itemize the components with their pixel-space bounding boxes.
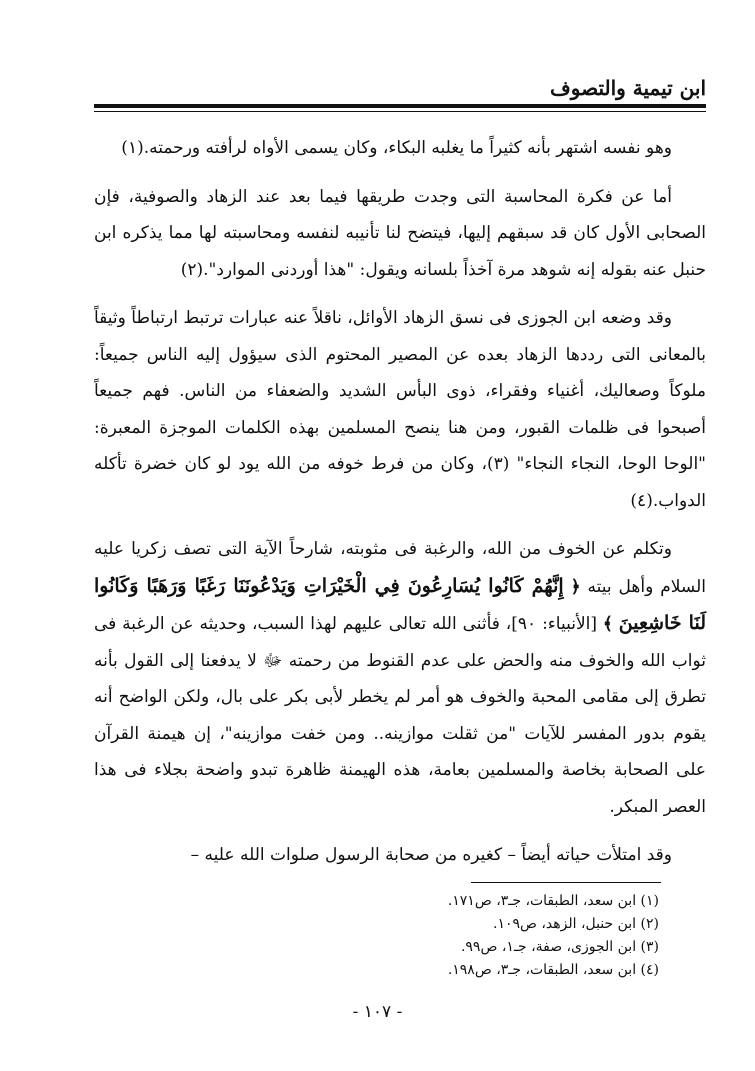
paragraph-4-rest: [الأنبياء: ٩٠]، فأثنى الله تعالى عليهم لهذا السبب، وحديثه عن الرغبة فى ثواب الله والخوف منه والحض على عدم القنوط من رحمته ﷻ لا يدفعنا إلى القول بأنه تطرق إلى مقامى المحبة والخوف هو أمر لم يخطر لأبى بكر على بال، ولكن الواضح أنه يقوم بدور المفسر للآيات "من ثقلت موازينه.. ومن خفت موازينه"، إن هيمنة القرآن على الصحابة بخاصة والمسلمين بعامة، هذه الهيمنة ظاهرة تبدو واضحة بجلاء فى هذا العصر المبكر. [94,614,706,817]
header-rule-thick [94,104,706,108]
footnote-4: (٤) ابن سعد، الطبقات، جـ٣، ص١٩٨. [447,962,659,978]
quran-verse: إِنَّهُمْ كَانُوا يُسَارِعُونَ فِي الْخَيْرَاتِ وَيَدْعُونَنَا رَغَبًا وَرَهَبًا وَكَانُوا لَنَا خَاشِعِينَ [94,574,706,634]
paragraph-4 [94,531,706,825]
paragraph-1: وهو نفسه اشتهر بأنه كثيراً ما يغلبه البكاء، وكان يسمى الأواه لرأفته ورحمته.(١) [121,138,672,158]
footnote-2: (٢) ابن حنبل، الزهد، ص١٠٩. [492,916,659,932]
verse-bracket-open: ﴿ [570,576,581,597]
footnotes [259,890,659,982]
footnote-separator [471,882,661,883]
header-title: ابن تيمية والتصوف [550,76,706,100]
footnote-1: (١) ابن سعد، الطبقات، جـ٣، ص١٧١. [447,893,659,909]
paragraph-3: وقد وضعه ابن الجوزى فى نسق الزهاد الأوائل، ناقلاً عنه عبارات ترتبط ارتباطاً وثيقاً بالمعانى التى رددها الزهاد بعده عن المصير المحتوم الذى سيؤول إليه الناس جميعاً: ملوكاً وصعاليك، أغنياء وفقراء، ذوى البأس الشديد والضعفاء من الناس. فهم جميعاً أصبحوا فى ظلمات القبور، ومن هنا ينصح المسلمين بهذه الكلمات الموجزة المعبرة: "الوحا الوحا، النجاء النجاء" (٣)، وكان من فرط خوفه من الله يود لو كان خضرة تأكله الدواب.(٤) [94,308,706,511]
paragraph-2: أما عن فكرة المحاسبة التى وجدت طريقها فيما بعد عند الزهاد والصوفية، فإن الصحابى الأول كان قد سبقهم إليها، فيتضح لنا تأنيبه لنفسه ومحاسبته لها مما يذكره ابن حنبل عنه بقوله إنه شوهد مرة آخذاً بلسانه ويقول: "هذا أوردنى الموارد".(٢) [94,186,706,280]
header-rule-thin [94,111,706,112]
verse-bracket-close: ﴾ [602,614,613,634]
paragraph-5: وقد امتلأت حياته أيضاً – كغيره من صحابة الرسول صلوات الله عليه – [190,845,672,865]
running-header [94,72,706,102]
page-number: - ١٠٧ - [352,1002,403,1022]
footnote-3: (٣) ابن الجوزى، صفة، جـ١، ص٩٩. [460,939,659,955]
paragraph-4-intro: وتكلم عن الخوف من الله، والرغبة فى مثوبته، شارحاً الآية التى تصف زكريا عليه السلام وأهل بيته [94,539,707,597]
body-text [94,130,706,874]
